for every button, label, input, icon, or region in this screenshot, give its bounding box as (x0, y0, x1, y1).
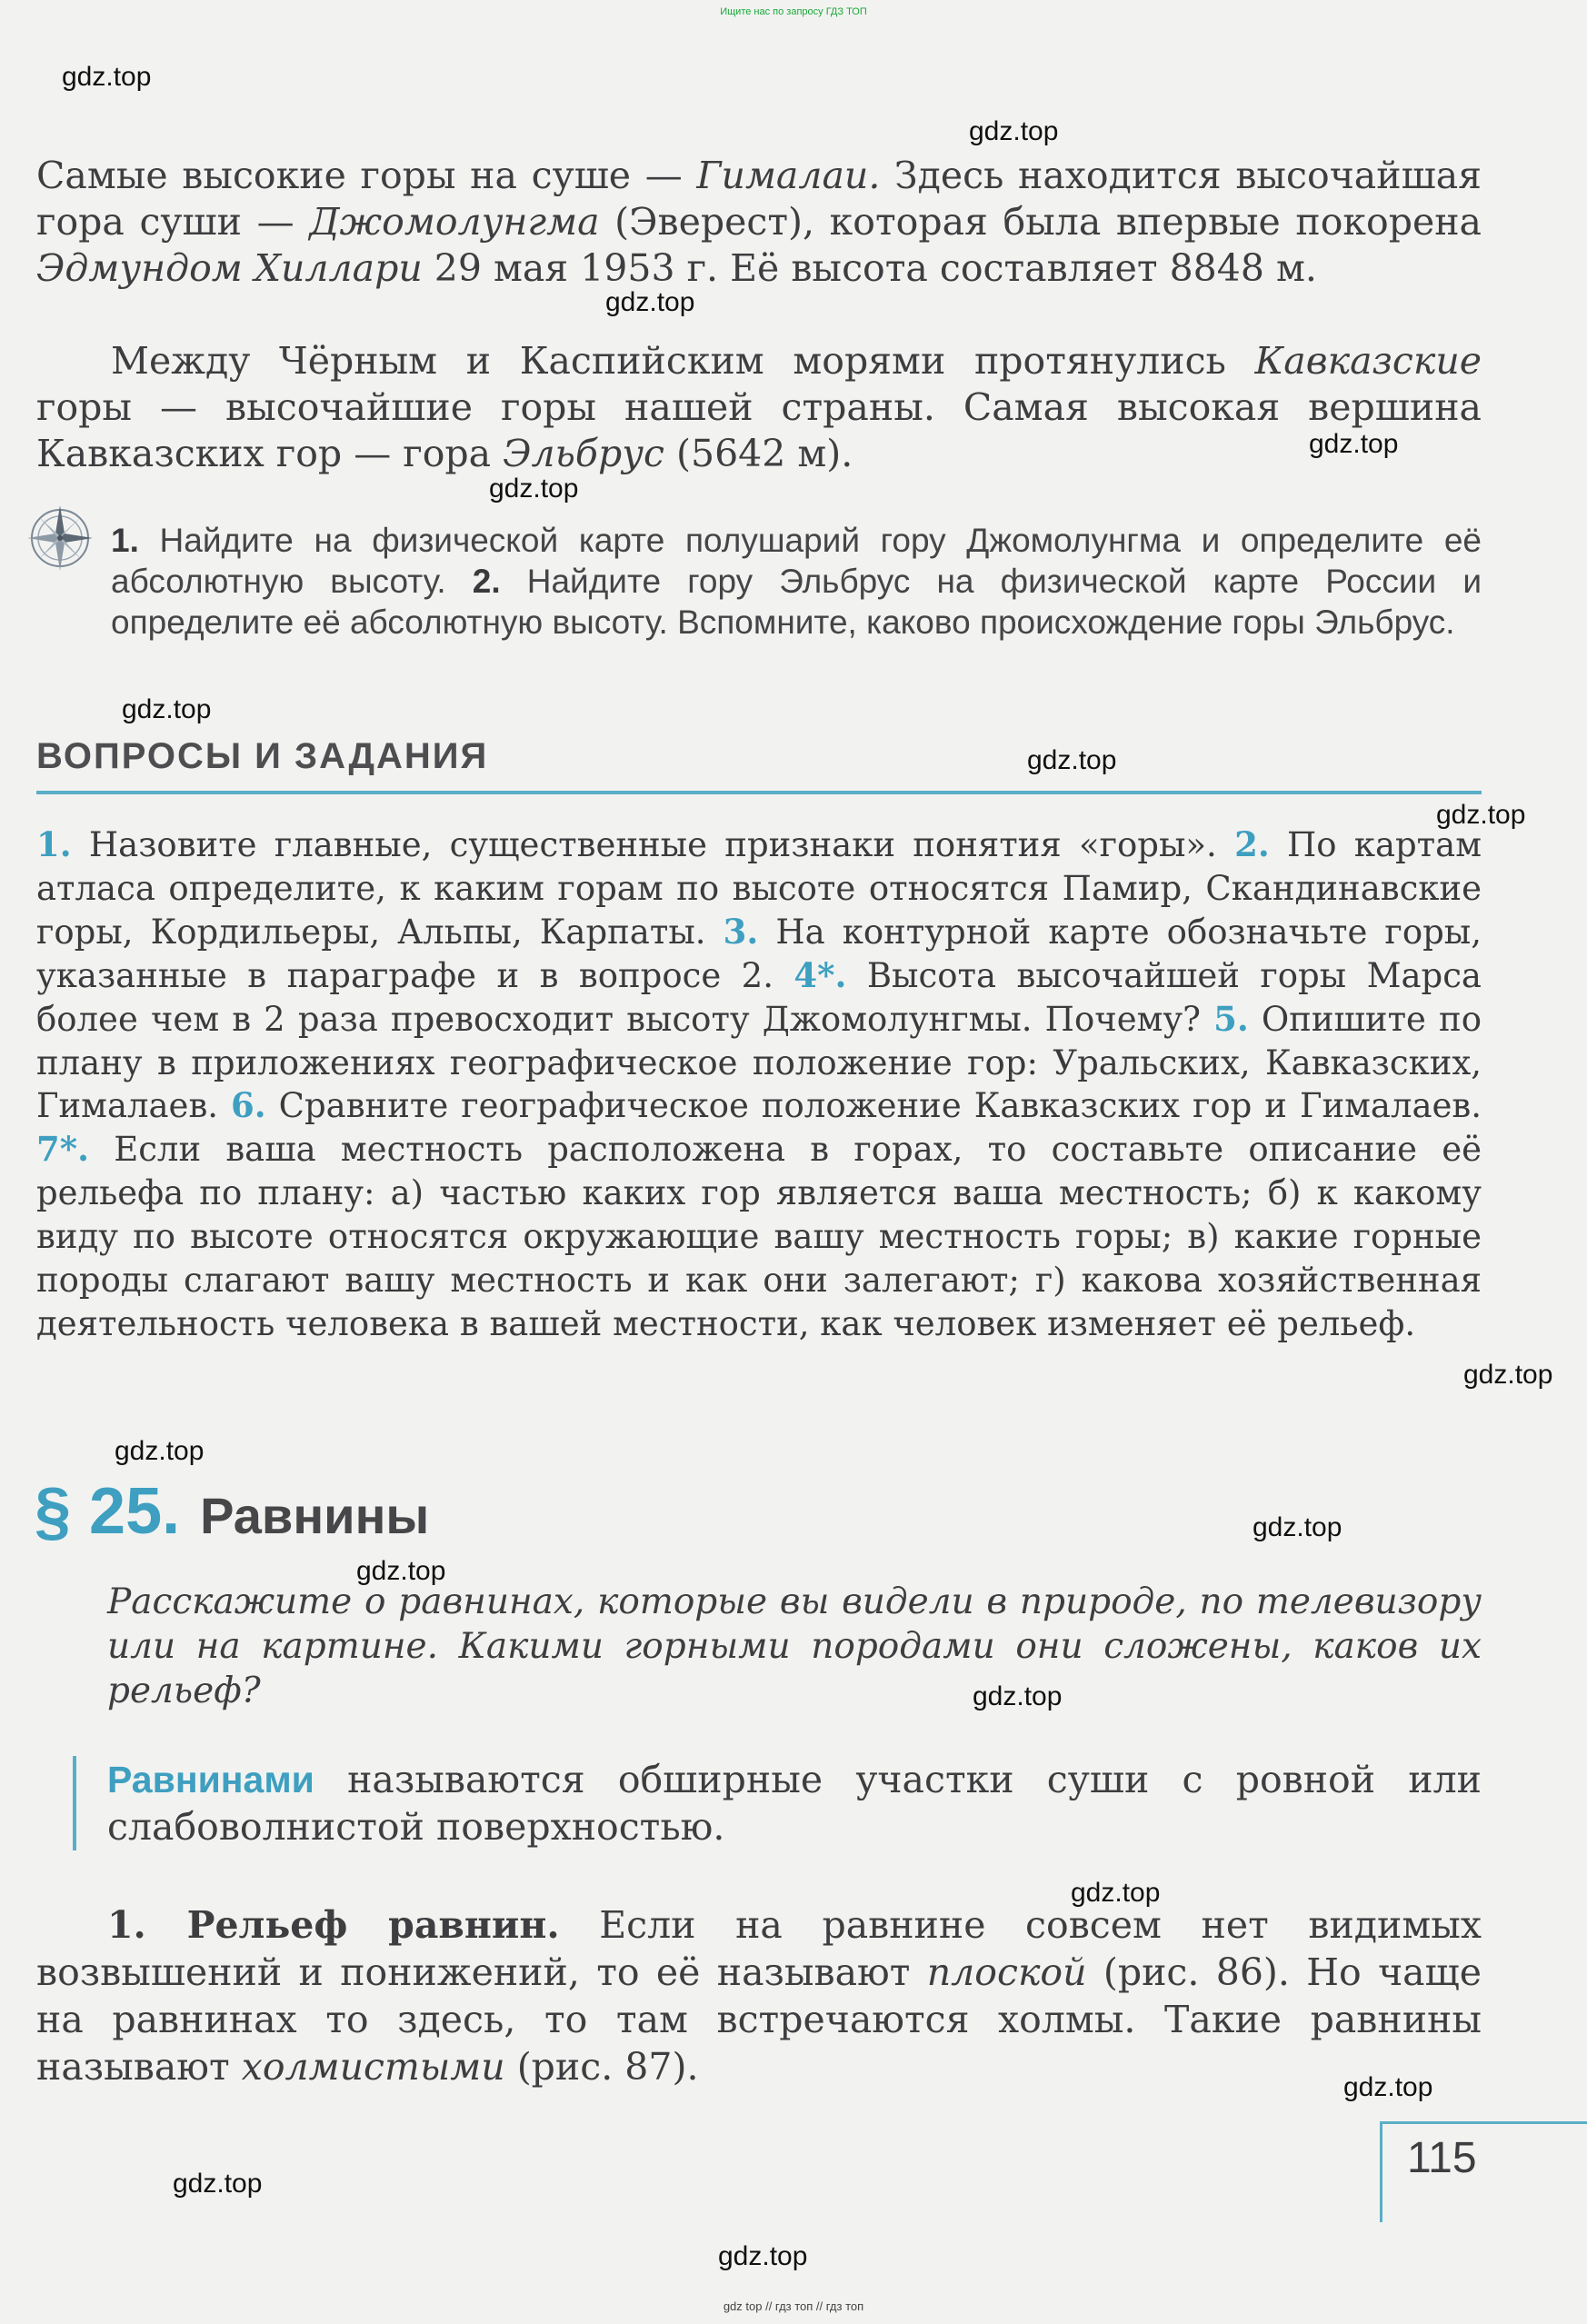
relief-paragraph: 1. Рельеф равнин. Если на равнине совсем нет видимых возвышений и понижений, то её называют плоской (рис. 86). Но чаще на равнинах то здесь, то там встречаются холмы. Такие равнины называют холмистыми (рис. 87). (36, 1903, 1482, 2089)
watermark: gdz.top (605, 287, 695, 317)
footer-note: gdz top // гдз топ // гдз топ (723, 2299, 864, 2313)
watermark: gdz.top (62, 62, 152, 92)
definition-block: Равнинами называются обширные участки суши с ровной или слабоволнистой поверхностью. (107, 1758, 1482, 1849)
map-task: 1. Найдите на физической карте полушарий гору Джомолунгма и определите её абсолютную высоту. 2. Найдите гору Эльбрус на физической карте России и определите её абсолютную высоту. Вспомните, каково происхождение горы Эльбрус. (111, 522, 1482, 641)
section-heading (35, 1474, 429, 1549)
paragraph-himalaya: Самые высокие горы на суше — Гималаи. Здесь находится высочайшая гора суши — Джомолунгма (Эверест), которая была впервые покорена Эдмундом Хиллари 29 мая 1953 г. Её высота составляет 8848 м. (36, 154, 1482, 290)
question-item: 4*. Высота высочайшей горы Марса более чем в 2 раза превосходит высоту Джомолунгмы. Почему? (36, 954, 1482, 1039)
watermark: gdz.top (1436, 800, 1526, 830)
watermark: gdz.top (969, 116, 1059, 146)
question-item: 5. Опишите по плану в приложениях географическое положение гор: Уральских, Кавказских, Гималаев. (36, 998, 1482, 1126)
watermark: gdz.top (122, 694, 212, 724)
watermark: gdz.top (173, 2169, 263, 2199)
watermark: gdz.top (1309, 429, 1399, 459)
section-number: § 25. (35, 1475, 181, 1548)
question-item: 2. По картам атласа определите, к каким горам по высоте относятся Памир, Скандинавские горы, Кордильеры, Альпы, Карпаты. (36, 824, 1482, 952)
section-intro: Расскажите о равнинах, которые вы видели в природе, по телевизору или на картине. Какими горными породами они сложены, каков их рельеф? (107, 1581, 1482, 1711)
watermark: gdz.top (1463, 1360, 1553, 1390)
question-item: 1. Назовите главные, существенные признаки понятия «горы». (36, 824, 1235, 864)
watermark: gdz.top (1253, 1512, 1342, 1542)
watermark: gdz.top (356, 1556, 446, 1586)
watermark: gdz.top (1343, 2072, 1433, 2102)
questions-list (36, 823, 1482, 1346)
question-item: 7*. Если ваша местность расположена в горах, то составьте описание её рельефа по плану: а) частью каких гор является ваша местность; б) к какому виду по высоте относятся окружающие вашу местность горы; в) какие горные породы слагают вашу местность и как они залегают; г) какова хозяйственная деятельность человека в вашей местности, как человек изменяет её рельеф. (36, 1129, 1482, 1343)
watermark: gdz.top (489, 474, 579, 504)
watermark: gdz.top (1027, 745, 1117, 775)
top-search-note: Ищите нас по запросу ГДЗ ТОП (720, 6, 867, 17)
watermark: gdz.top (718, 2241, 808, 2271)
question-item: 3. На контурной карте обозначьте горы, указанные в параграфе и в вопросе 2. (36, 911, 1482, 995)
questions-divider (36, 791, 1482, 794)
watermark: gdz.top (115, 1436, 205, 1466)
definition-bar (73, 1756, 76, 1850)
watermark: gdz.top (1071, 1878, 1161, 1908)
watermark: gdz.top (973, 1681, 1063, 1711)
section-title: Равнины (200, 1487, 430, 1544)
compass-rose-icon (25, 504, 95, 573)
page-number: 115 (1407, 2134, 1477, 2182)
question-item: 6. Сравните географическое положение Кавказских гор и Гималаев. (231, 1085, 1482, 1126)
questions-heading: ВОПРОСЫ И ЗАДАНИЯ (36, 736, 489, 776)
paragraph-caucasus: Между Чёрным и Каспийским морями протянулись Кавказские горы — высочайшие горы нашей страны. Самая высокая вершина Кавказских гор — гора Эльбрус (5642 м). (36, 339, 1482, 475)
